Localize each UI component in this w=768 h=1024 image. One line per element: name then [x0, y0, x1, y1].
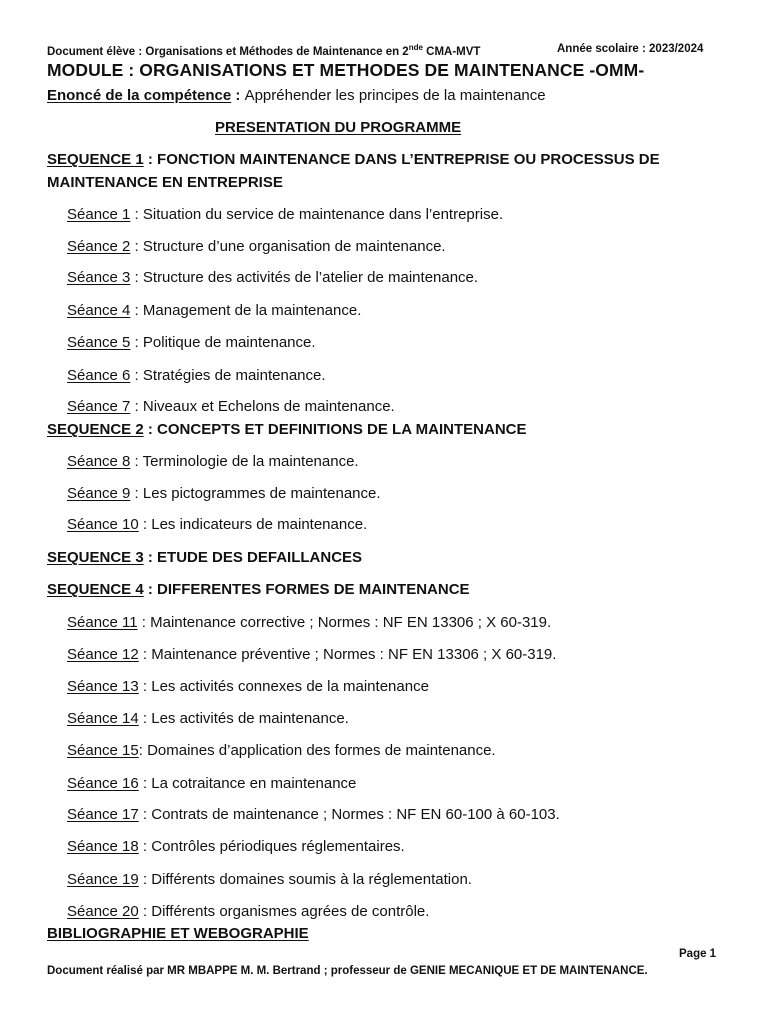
seance-text: : Les pictogrammes de maintenance.: [130, 485, 381, 502]
seance-text: : Les activités connexes de la maintenance: [138, 678, 429, 695]
sequence-title: : FONCTION MAINTENANCE DANS L’ENTREPRISE OU PROCESSUS DE MAINTENANCE EN ENTREPRISE: [47, 151, 660, 191]
seance-text: : Domaines d’application des formes de maintenance.: [138, 742, 496, 759]
seance-label: Séance 18: [67, 838, 139, 855]
sequence-heading: [47, 581, 470, 598]
seance-text: : Structure d’une organisation de maintenance.: [130, 238, 446, 255]
seance-label: Séance 5: [67, 334, 131, 351]
seance-label: Séance 11: [67, 614, 138, 631]
seance-item: [67, 838, 405, 855]
program-title: PRESENTATION DU PROGRAMME: [215, 119, 462, 136]
seance-text: : Terminologie de la maintenance.: [130, 453, 359, 470]
sequence-label: SEQUENCE 2: [47, 421, 144, 438]
competence-label: Enoncé de la compétence: [47, 87, 232, 104]
seance-item: [67, 516, 367, 533]
bibliography-title: BIBLIOGRAPHIE ET WEBOGRAPHIE: [47, 925, 309, 942]
seance-item: [67, 334, 316, 351]
seance-label: Séance 7: [67, 398, 131, 415]
seance-text: : Maintenance corrective ; Normes : NF EN 13306 ; X 60-319.: [137, 614, 552, 631]
seance-text: : Structure des activités de l’atelier de maintenance.: [130, 269, 479, 286]
seance-text: : Maintenance préventive ; Normes : NF EN 13306 ; X 60-319.: [138, 646, 557, 663]
seance-text: : Situation du service de maintenance dans l’entreprise.: [130, 206, 504, 223]
seance-label: Séance 16: [67, 775, 139, 792]
seance-label: Séance 20: [67, 903, 139, 920]
document-header-class: CMA-MVT: [422, 45, 481, 58]
sequence-heading: [47, 421, 527, 438]
document-header-superscript: nde: [408, 43, 423, 52]
seance-item: [67, 485, 381, 502]
sequence-label: SEQUENCE 3: [47, 549, 144, 566]
seance-label: Séance 14: [67, 710, 139, 727]
seance-label: Séance 8: [67, 453, 131, 470]
sequence-heading: [47, 148, 667, 194]
document-header-text: Document élève : Organisations et Méthodes de Maintenance en 2: [47, 45, 409, 58]
seance-item: [67, 710, 349, 727]
seance-item: [67, 903, 429, 920]
seance-label: Séance 13: [67, 678, 139, 695]
seance-item: [67, 614, 551, 631]
seance-item: [67, 775, 356, 792]
seance-text: : Contrôles périodiques réglementaires.: [138, 838, 405, 855]
seance-item: [67, 367, 326, 384]
competence-separator: :: [231, 87, 245, 104]
seance-text: : Stratégies de maintenance.: [130, 367, 326, 384]
school-year: Année scolaire : 2023/2024: [557, 43, 704, 55]
seance-item: [67, 871, 472, 888]
seance-label: Séance 17: [67, 806, 139, 823]
seance-item: [67, 806, 560, 823]
sequence-label: SEQUENCE 4: [47, 581, 144, 598]
seance-text: : La cotraitance en maintenance: [138, 775, 357, 792]
seance-label: Séance 10: [67, 516, 139, 533]
seance-text: : Niveaux et Echelons de maintenance.: [130, 398, 395, 415]
competence-text: Appréhender les principes de la maintenance: [244, 87, 546, 104]
seance-item: [67, 453, 359, 470]
seance-label: Séance 15: [67, 742, 139, 759]
seance-item: [67, 206, 503, 223]
seance-label: Séance 9: [67, 485, 131, 502]
seance-item: [67, 269, 478, 286]
seance-text: : Différents domaines soumis à la réglementation.: [138, 871, 472, 888]
seance-item: [67, 302, 361, 319]
sequence-label: SEQUENCE 1: [47, 151, 144, 168]
seance-text: : Les activités de maintenance.: [138, 710, 349, 727]
document-header: [47, 43, 480, 58]
seance-label: Séance 2: [67, 238, 131, 255]
seance-text: : Politique de maintenance.: [130, 334, 316, 351]
page-number: Page 1: [679, 948, 717, 960]
seance-label: Séance 1: [67, 206, 131, 223]
competence-statement: [47, 87, 546, 104]
seance-item: [67, 678, 429, 695]
seance-text: : Contrats de maintenance ; Normes : NF EN 60-100 à 60-103.: [138, 806, 560, 823]
seance-label: Séance 6: [67, 367, 131, 384]
seance-label: Séance 4: [67, 302, 131, 319]
sequence-title: : CONCEPTS ET DEFINITIONS DE LA MAINTENANCE: [143, 421, 527, 438]
seance-item: [67, 646, 556, 663]
seance-label: Séance 3: [67, 269, 131, 286]
seance-text: : Les indicateurs de maintenance.: [138, 516, 368, 533]
sequence-title: : DIFFERENTES FORMES DE MAINTENANCE: [143, 581, 470, 598]
seance-label: Séance 19: [67, 871, 139, 888]
sequence-title: : ETUDE DES DEFAILLANCES: [143, 549, 363, 566]
seance-text: : Différents organismes agrées de contrôle.: [138, 903, 430, 920]
seance-item: [67, 398, 395, 415]
sequence-heading: [47, 549, 362, 566]
seance-item: [67, 742, 496, 759]
module-title: MODULE : ORGANISATIONS ET METHODES DE MAINTENANCE -OMM-: [47, 60, 645, 80]
seance-text: : Management de la maintenance.: [130, 302, 362, 319]
seance-item: [67, 238, 446, 255]
document-footer: Document réalisé par MR MBAPPE M. M. Bertrand ; professeur de GENIE MECANIQUE ET DE MAINTENANCE.: [47, 965, 648, 977]
seance-label: Séance 12: [67, 646, 139, 663]
